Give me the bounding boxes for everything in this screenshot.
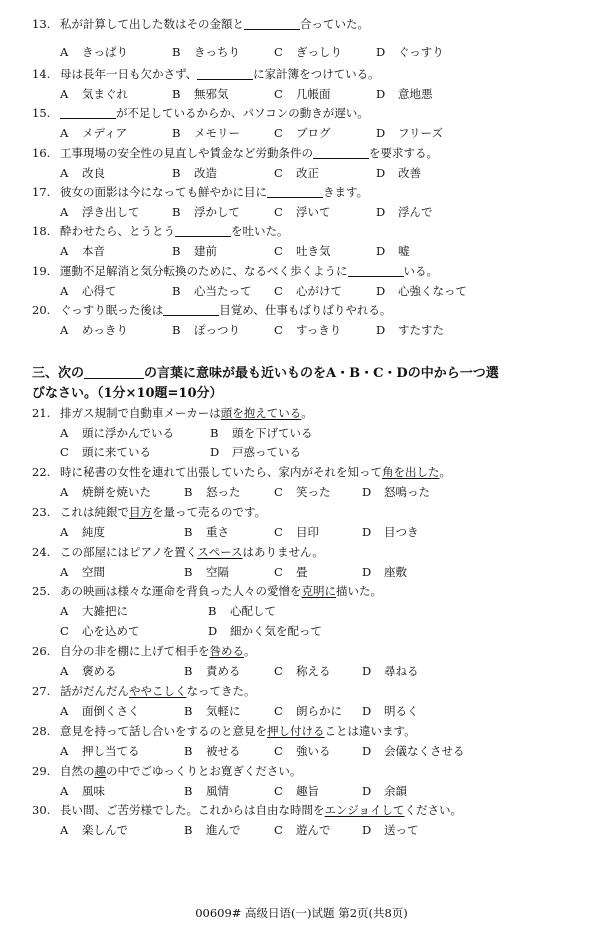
question-15 (32, 105, 369, 121)
option-a: A めっきり (60, 323, 128, 337)
question-number: 29. (32, 764, 51, 778)
question-21: 21. 排ガス規制で自動車メーカーは頭を抱えている。 (32, 406, 313, 420)
option-d: D 細かく気を配って (208, 624, 322, 638)
option-c: C 心を込めて (60, 624, 140, 638)
option-d: D 会儀なくさせる (362, 744, 465, 758)
question-text-post: を要求する。 (369, 146, 438, 160)
question-number: 13. (32, 17, 51, 31)
option-c: C 強いる (274, 744, 331, 758)
question-number: 15. (32, 106, 51, 120)
question-text-post: いる。 (403, 264, 438, 278)
question-text-post: を吐いた。 (231, 224, 289, 238)
page-footer: 00609# 高级日语(一)试题 第2页(共8页) (195, 906, 408, 920)
question-30: 30. 長い間、ご苦労様でした。これからは自由な時間をエンジョイしてください。 (32, 803, 462, 817)
option-d: D 心強くなって (376, 284, 467, 298)
section-heading (32, 364, 582, 404)
option-a: A メディア (60, 126, 128, 140)
option-b: B きっちり (172, 45, 240, 59)
question-29: 29. 自然の趣の中でごゆっくりとお寛ぎください。 (32, 764, 302, 778)
question-number: 16. (32, 146, 51, 160)
question-text-post: きます。 (323, 185, 369, 199)
option-a: A 頭に浮かんでいる (60, 426, 174, 440)
question-text-pre: 酔わせたら、とうとう (60, 224, 175, 238)
question-number: 20. (32, 303, 51, 317)
answer-blank (313, 146, 369, 159)
question-26: 26. 自分の非を棚に上げて相手を咎める。 (32, 644, 256, 658)
option-a: A きっぱり (60, 45, 128, 59)
option-a: A 心得て (60, 284, 117, 298)
option-c: C すっきり (274, 323, 342, 337)
option-c: C 浮いて (274, 205, 331, 219)
option-b: B 被せる (184, 744, 241, 758)
option-b: B 風情 (184, 784, 229, 798)
question-text-pre: 彼女の面影は今になっても鮮やかに目に (60, 185, 267, 199)
option-c: C 趣旨 (274, 784, 319, 798)
option-a: A 本音 (60, 244, 105, 258)
underlined-phrase: 頭を抱えている (220, 406, 302, 420)
question-text-post: 目覚め、仕事もばりばりやれる。 (219, 303, 392, 317)
option-a: A 改良 (60, 166, 105, 180)
underlined-phrase: 目方 (129, 505, 152, 519)
option-b: B 浮かして (172, 205, 240, 219)
underlined-phrase: 克明に (301, 584, 336, 598)
question-number: 24. (32, 545, 51, 559)
question-23: 23. これは純銀で目方を量って売るのです。 (32, 505, 267, 519)
option-b: B 怒った (184, 485, 241, 499)
question-20 (32, 302, 391, 318)
question-text-post: 合っていた。 (300, 17, 369, 31)
question-19 (32, 263, 438, 279)
option-c: C 改正 (274, 166, 319, 180)
option-c: C 畳 (274, 565, 308, 579)
option-c: C 朗らかに (274, 704, 342, 718)
question-text-pre: 運動不足解消と気分転換のために、なるべく歩くように (60, 264, 348, 278)
option-a: A 空間 (60, 565, 105, 579)
option-b: B 改造 (172, 166, 217, 180)
option-b: B 心配して (208, 604, 276, 618)
option-d: D すたすた (376, 323, 444, 337)
question-number: 22. (32, 465, 51, 479)
question-number: 19. (32, 264, 51, 278)
question-number: 28. (32, 724, 51, 738)
option-a: A 気まぐれ (60, 87, 128, 101)
option-d: D 意地悪 (376, 87, 433, 101)
question-number: 17. (32, 185, 51, 199)
option-c: C 笑った (274, 485, 331, 499)
option-a: A 押し当てる (60, 744, 140, 758)
option-d: D 送って (362, 823, 419, 837)
option-d: D 改善 (376, 166, 421, 180)
option-d: D 尋ねる (362, 664, 419, 678)
option-a: A 褒める (60, 664, 117, 678)
option-c: C 吐き気 (274, 244, 331, 258)
option-b: B 進んで (184, 823, 241, 837)
option-d: D 明るく (362, 704, 419, 718)
option-a: A 純度 (60, 525, 105, 539)
section-heading-line2: びなさい。（1分×10題=10分） (32, 386, 223, 401)
underlined-phrase: 咎める (209, 644, 244, 658)
question-number: 21. (32, 406, 51, 420)
answer-blank (163, 303, 219, 316)
question-number: 25. (32, 584, 51, 598)
option-d: D 浮んで (376, 205, 433, 219)
question-24: 24. この部屋にはピアノを置くスペースはありません。 (32, 545, 324, 559)
option-d: D 余韻 (362, 784, 407, 798)
option-d: D 座敷 (362, 565, 407, 579)
answer-blank (244, 17, 300, 30)
option-b: B 責める (184, 664, 241, 678)
option-b: B ぽっつり (172, 323, 240, 337)
question-13 (32, 16, 369, 32)
option-d: D 怒鳴った (362, 485, 430, 499)
option-b: B 無邪気 (172, 87, 229, 101)
underlined-phrase: ややこしく (129, 684, 187, 698)
option-d: D フリーズ (376, 126, 443, 140)
option-c: C 心がけて (274, 284, 342, 298)
answer-blank (197, 67, 253, 80)
question-16 (32, 145, 438, 161)
question-number: 26. (32, 644, 51, 658)
option-c: C 几帳面 (274, 87, 331, 101)
answer-blank (175, 224, 231, 237)
option-a: A 面倒くさく (60, 704, 140, 718)
question-number: 30. (32, 803, 51, 817)
option-d: D 嘘 (376, 244, 410, 258)
answer-blank (348, 264, 404, 277)
underlined-phrase: 押し付ける (267, 724, 325, 738)
option-b: B 心当たって (172, 284, 252, 298)
option-d: D 戸惑っている (210, 445, 301, 459)
option-c: C ブログ (274, 126, 331, 140)
option-c: C 遊んで (274, 823, 331, 837)
option-c: C 称える (274, 664, 331, 678)
question-18 (32, 223, 289, 239)
question-text-pre: 工事現場の安全性の見直しや賃金など労動条件の (60, 146, 313, 160)
answer-blank (267, 185, 323, 198)
question-27: 27. 話がだんだんややこしくなってきた。 (32, 684, 256, 698)
question-25: 25. あの映画は様々な運命を背負った人々の愛憎を克明に描いた。 (32, 584, 382, 598)
question-text-pre: 私が計算して出した数はその金額と (60, 17, 244, 31)
option-d: D 目つき (362, 525, 419, 539)
option-b: B 頭を下げている (210, 426, 313, 440)
question-number: 27. (32, 684, 51, 698)
answer-blank (60, 106, 116, 119)
question-14 (32, 66, 380, 82)
option-c: C 目印 (274, 525, 319, 539)
underlined-phrase: エンジョイして (324, 803, 405, 817)
option-b: B 建前 (172, 244, 217, 258)
option-c: C 頭に来ている (60, 445, 151, 459)
option-a: A 楽しんで (60, 823, 128, 837)
option-c: C ぎっしり (274, 45, 342, 59)
option-b: B 気軽に (184, 704, 241, 718)
option-a: A 大雑把に (60, 604, 128, 618)
question-number: 14. (32, 67, 51, 81)
underlined-phrase: 趣 (94, 764, 106, 778)
heading-blank (84, 364, 144, 379)
question-28: 28. 意見を持って話し合いをするのと意見を押し付けることは違います。 (32, 724, 416, 738)
option-b: B 重さ (184, 525, 229, 539)
question-text-post: に家計簿をつけている。 (253, 67, 380, 81)
option-a: A 焼餅を焼いた (60, 485, 151, 499)
question-22: 22. 時に秘書の女性を連れて出張していたら、家内がそれを知って角を出した。 (32, 465, 451, 479)
question-number: 18. (32, 224, 51, 238)
option-b: B 空隔 (184, 565, 229, 579)
question-17 (32, 184, 368, 200)
underlined-phrase: 角を出した (382, 465, 440, 479)
question-text-pre: 母は長年一日も欠かさず、 (60, 67, 198, 81)
option-b: B メモリー (172, 126, 240, 140)
question-text-pre: ぐっすり眠った後は (60, 303, 164, 317)
section-heading-line1: 三、次の の言葉に意味が最も近いものをA・B・C・Dの中から一つ選 (32, 366, 499, 381)
question-text-post: が不足しているからか、パソコンの動きが遅い。 (116, 106, 369, 120)
option-a: A 浮き出して (60, 205, 140, 219)
question-number: 23. (32, 505, 51, 519)
option-d: D ぐっすり (376, 45, 444, 59)
underlined-phrase: スペース (197, 545, 243, 559)
option-a: A 風味 (60, 784, 105, 798)
